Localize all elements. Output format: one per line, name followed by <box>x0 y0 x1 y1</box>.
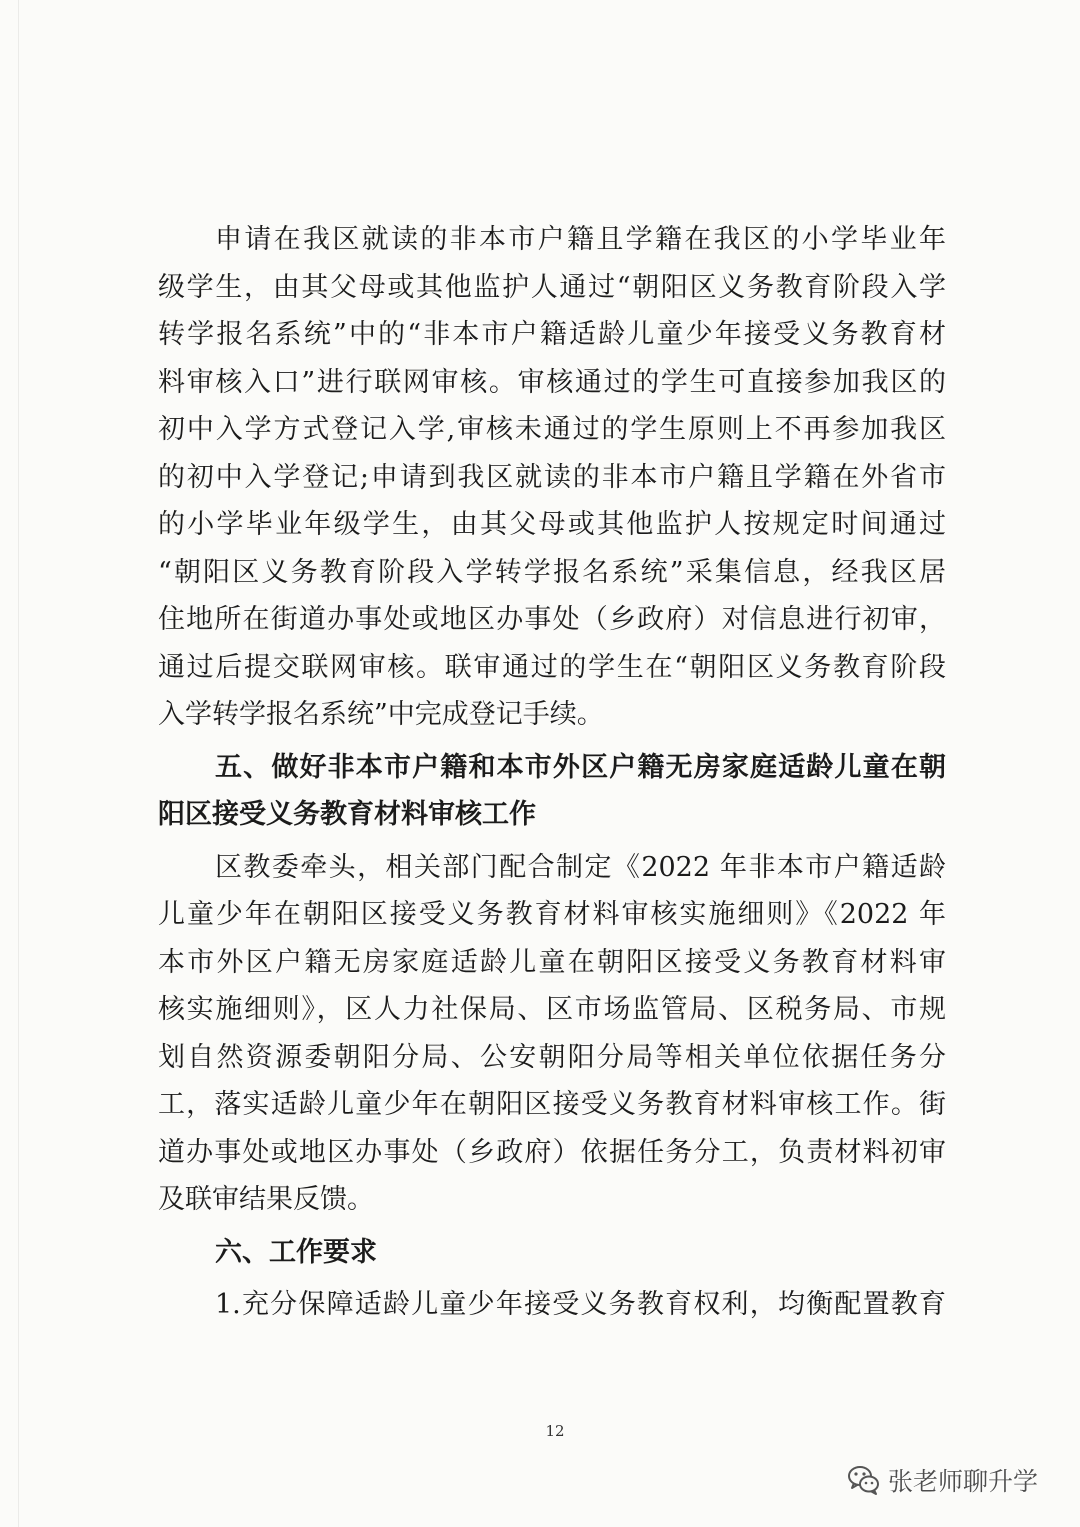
body-text-line: 料审核入口”进行联网审核。审核通过的学生可直接参加我区的 <box>158 366 946 398</box>
body-text-line: 1.充分保障适龄儿童少年接受义务教育权利，均衡配置教育 <box>215 1289 946 1320</box>
body-text-line: 入学转学报名系统”中完成登记手续。 <box>158 699 604 730</box>
body-text-line: 的小学毕业年级学生，由其父母或其他监护人按规定时间通过 <box>158 509 946 540</box>
body-text-line: 通过后提交联网审核。联审通过的学生在“朝阳区义务教育阶段 <box>158 651 946 683</box>
watermark-text: 张老师聊升学 <box>888 1467 1039 1496</box>
watermark <box>846 1460 1038 1500</box>
body-text-line: 工，落实适龄儿童少年在朝阳区接受义务教育材料审核工作。街 <box>158 1089 946 1120</box>
paragraph-work-requirements <box>158 1281 946 1329</box>
page-number: 12 <box>545 1422 565 1440</box>
body-text-line: 儿童少年在朝阳区接受义务教育材料审核实施细则》《2022 年 <box>158 899 946 930</box>
body-text-line: 本市外区户籍无房家庭适龄儿童在朝阳区接受义务教育材料审 <box>158 946 946 978</box>
body-text-line: 申请在我区就读的非本市户籍且学籍在我区的小学毕业年 <box>215 224 946 255</box>
heading-text-line: 阳区接受义务教育材料审核工作 <box>158 799 536 830</box>
body-text-line: 区教委牵头，相关部门配合制定《2022 年非本市户籍适龄 <box>215 851 946 883</box>
heading-text-line: 五、做好非本市户籍和本市外区户籍无房家庭适龄儿童在朝 <box>215 751 946 783</box>
body-text-line: 核实施细则》，区人力社保局、区市场监管局、区税务局、市规 <box>158 994 946 1025</box>
wechat-icon <box>846 1462 882 1498</box>
section-heading-5 <box>158 744 946 839</box>
paragraph-registration-review <box>158 216 946 739</box>
body-text-line: 及联审结果反馈。 <box>158 1184 374 1215</box>
body-text-line: 的初中入学登记;申请到我区就读的非本市户籍且学籍在外省市 <box>158 461 946 493</box>
section-heading-6 <box>158 1229 946 1277</box>
body-text-line: 转学报名系统”中的“非本市户籍适龄儿童少年接受义务教育材 <box>158 319 946 350</box>
document-body <box>158 216 946 1329</box>
body-text-line: 划自然资源委朝阳分局、公安朝阳分局等相关单位依据任务分 <box>158 1041 946 1073</box>
scan-edge-artifact <box>18 0 19 1527</box>
body-text-line: 住地所在街道办事处或地区办事处（乡政府）对信息进行初审， <box>158 604 946 635</box>
body-text-line: “朝阳区义务教育阶段入学转学报名系统”采集信息，经我区居 <box>158 556 946 588</box>
body-text-line: 级学生，由其父母或其他监护人通过“朝阳区义务教育阶段入学 <box>158 271 946 303</box>
body-text-line: 道办事处或地区办事处（乡政府）依据任务分工，负责材料初审 <box>158 1136 946 1168</box>
body-text-line: 初中入学方式登记入学,审核未通过的学生原则上不再参加我区 <box>158 414 946 445</box>
heading-text-line: 六、工作要求 <box>215 1236 377 1268</box>
paragraph-material-review <box>158 844 946 1224</box>
